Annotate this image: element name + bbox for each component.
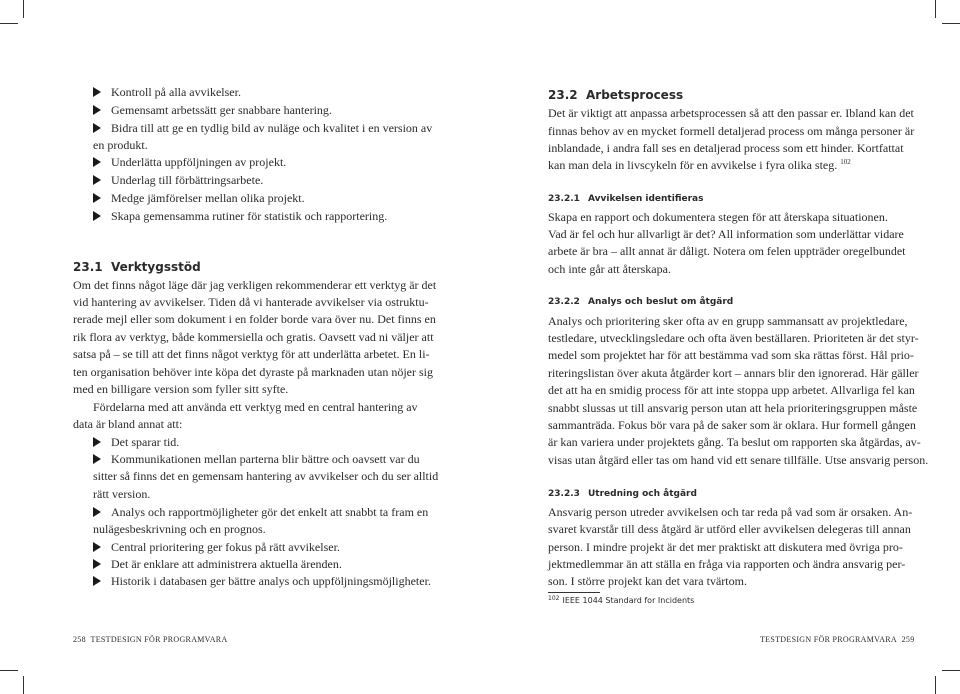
text-line: Analys och prioritering sker ofta av en grupp sammansatt av projektledare, bbox=[548, 314, 908, 328]
list-item: Det är enklare att administrera aktuella ärenden. bbox=[111, 557, 342, 571]
right-page bbox=[480, 0, 960, 694]
text-line: rerade mejl eller som dokument i en folder borde vara över nu. Det finns en bbox=[73, 312, 436, 326]
list-item-continuation: en produkt. bbox=[93, 138, 148, 152]
section-number: 23.1 bbox=[73, 260, 103, 274]
text-line: Vad är fel och hur allvarligt är det? All information som underlättar vidare bbox=[548, 227, 904, 241]
text-line: finnas behov av en mycket formell detaljerad process om många personer är bbox=[548, 124, 915, 138]
text-line: svaret kvarstår till dess åtgärd är utförd eller avvikelsen delegeras till annan bbox=[548, 522, 911, 536]
text-line: Ansvarig person utreder avvikelsen och tar reda på vad som är orsaken. An- bbox=[548, 505, 913, 519]
page-footer bbox=[760, 635, 915, 645]
subsection-heading bbox=[548, 193, 703, 205]
list-item: Central prioritering ger fokus på rätt avvikelser. bbox=[111, 540, 340, 554]
text-line: inblandade, i andra fall ses en detaljerad process som ett hinder. Kortfattat bbox=[548, 141, 904, 155]
text-line: Fördelarna med att använda ett verktyg med en central hantering av bbox=[93, 400, 418, 414]
text-line: det att ha en smidig process för att inte stoppa upp arbetet. Allvarliga fel kan bbox=[548, 383, 915, 397]
running-title: TESTDESIGN FÖR PROGRAMVARA bbox=[90, 635, 228, 644]
page-number: 259 bbox=[901, 635, 915, 644]
list-item: Analys och rapportmöjligheter gör det enkelt att snabbt ta fram en bbox=[111, 505, 429, 519]
section-title: Verktygsstöd bbox=[111, 260, 201, 274]
text-line: testledare, utvecklingsledare och ofta även beställaren. Prioriteten är det styr- bbox=[548, 331, 919, 345]
text-line: riteringslistan över akuta åtgärder kort – annars blir den ignorerad. Här gäller bbox=[548, 366, 919, 380]
subsection-title: Analys och beslut om åtgärd bbox=[588, 297, 734, 307]
subsection-heading bbox=[548, 488, 697, 500]
subsection-title: Avvikelsen identifieras bbox=[588, 194, 704, 204]
footnote-text: IEEE 1044 Standard for Incidents bbox=[562, 596, 695, 605]
text-line: Skapa en rapport och dokumentera stegen för att återskapa situationen. bbox=[548, 210, 888, 224]
text-line: Det är viktigt att anpassa arbetsprocessen så att den passar er. Ibland kan det bbox=[548, 106, 914, 120]
section-heading bbox=[73, 260, 201, 274]
text-line: data är bland annat att: bbox=[73, 417, 183, 431]
text-line: visas utan åtgärd eller tas om hand vid ett senare tillfälle. Utse ansvarig person. bbox=[548, 453, 929, 467]
text-line: snabbt slussas ut till ansvarig person utan att hela prioriteringsgruppen måste bbox=[548, 401, 918, 415]
page-footer bbox=[73, 635, 228, 645]
list-item: Kommunikationen mellan parterna blir bättre och oavsett var du bbox=[111, 452, 420, 466]
text-line-content: kan man dela in livscykeln för en avvikelse i fyra olika steg. bbox=[548, 158, 838, 172]
subsection-number: 23.2.1 bbox=[548, 194, 580, 204]
text-line: satsa på – se till att det finns något verktyg för att underlätta arbetet. En li- bbox=[73, 347, 430, 361]
text-line: son. I större projekt kan det vara tvärtom. bbox=[548, 574, 747, 588]
running-title: TESTDESIGN FÖR PROGRAMVARA bbox=[760, 635, 898, 644]
list-item: Historik i databasen ger bättre analys och uppföljningsmöjligheter. bbox=[111, 574, 431, 588]
section-title: Arbetsprocess bbox=[586, 88, 684, 102]
subsection-title: Utredning och åtgärd bbox=[588, 489, 697, 499]
list-item: Det sparar tid. bbox=[111, 435, 180, 449]
text-line: vid hantering av avvikelser. Tiden då vi hanterade avvikelser via ostruktu- bbox=[73, 295, 429, 309]
subsection-number: 23.2.2 bbox=[548, 297, 580, 307]
section-number: 23.2 bbox=[548, 88, 578, 102]
section-heading bbox=[548, 88, 683, 102]
page-number: 258 bbox=[73, 635, 86, 644]
text-line: jektmedlemmar än att ställa en fråga via rapporten och ändra ansvarig per- bbox=[548, 557, 906, 571]
list-item-continuation: nulägesbeskrivning och en prognos. bbox=[93, 522, 266, 536]
text-line: Om det finns något läge där jag verkligen rekommenderar ett verktyg är det bbox=[73, 278, 437, 292]
footnote-reference: 102 bbox=[840, 158, 851, 166]
list-item: Skapa gemensamma rutiner för statistik och rapportering. bbox=[111, 209, 388, 223]
list-item: Medge jämförelser mellan olika projekt. bbox=[111, 191, 305, 205]
text-line: med en billigare version som fyller sitt syfte. bbox=[73, 382, 289, 396]
text-line: rik flora av verktyg, både kommersiella och gratis. Oavsett vad ni väljer att bbox=[73, 330, 434, 344]
text-line: sammanträda. Fokus bör vara på de saker som är oklara. Hur formell gången bbox=[548, 418, 916, 432]
footnote bbox=[548, 596, 694, 607]
text-line: medel som projektet har för att bestämma vad som ska rättas först. Hål prio- bbox=[548, 348, 914, 362]
list-item: Bidra till att ge en tydlig bild av nuläge och kvalitet i en version av bbox=[111, 121, 433, 135]
subsection-number: 23.2.3 bbox=[548, 489, 580, 499]
list-item-continuation: sitter så finns det en gemensam hantering av avvikelser och du ser alltid bbox=[93, 469, 439, 483]
text-line: och inte går att återskapa. bbox=[548, 262, 671, 276]
text-line: arbete är bra – allt annat är dåligt. Notera om felen uppträder oregelbundet bbox=[548, 244, 906, 258]
list-item: Gemensamt arbetssätt ger snabbare hantering. bbox=[111, 103, 332, 117]
list-item: Underlätta uppföljningen av projekt. bbox=[111, 155, 287, 169]
list-item: Underlag till förbättringsarbete. bbox=[111, 173, 264, 187]
text-line bbox=[548, 157, 851, 175]
footnote-number: 102 bbox=[548, 595, 560, 602]
text-line: person. I mindre projekt är det mer praktiskt att diskutera med övriga pro- bbox=[548, 540, 903, 554]
subsection-heading bbox=[548, 296, 733, 308]
footnote-rule bbox=[548, 592, 600, 593]
text-line: ten organisation behöver inte köpa det dyraste på marknaden utan nöjer sig bbox=[73, 365, 433, 379]
text-line: är kan variera under projektets gång. Ta beslut om rapporten ska åtgärdas, av- bbox=[548, 435, 921, 449]
list-item: Kontroll på alla avvikelser. bbox=[111, 85, 241, 99]
list-item-continuation: rätt version. bbox=[93, 487, 151, 501]
